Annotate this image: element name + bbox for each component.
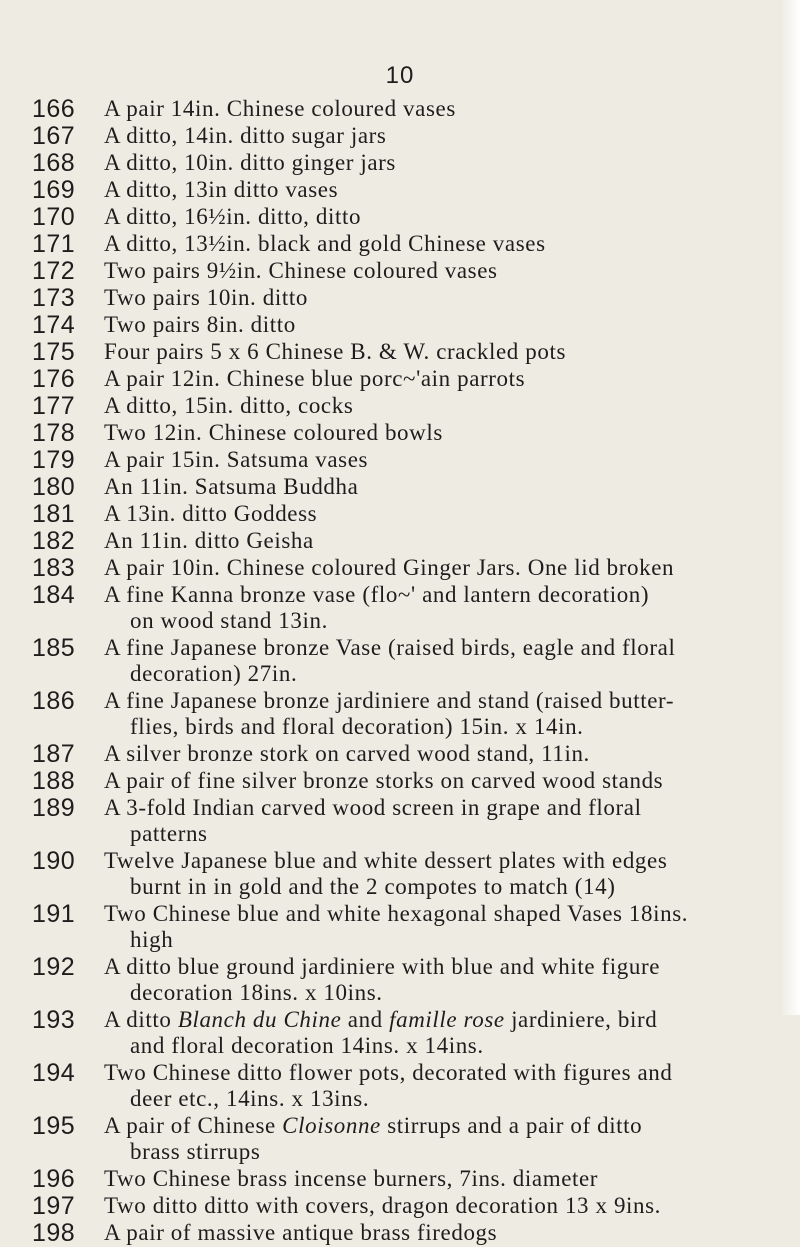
lot-description [104,312,774,338]
lot-description-continuation: and floral decoration 14ins. x 14ins. [130,1033,484,1058]
lot-entry [0,339,800,366]
lot-number: 190 [32,847,76,875]
lot-number: 171 [32,230,76,258]
lot-description-line: A pair of Chinese Cloisonne stirrups and a pair of ditto [104,1113,643,1138]
lot-description [104,285,774,311]
lot-description [104,795,774,847]
lot-description [104,1060,774,1112]
lot-entry [0,741,800,768]
lot-description-line: A ditto, 10in. ditto ginger jars [104,150,396,175]
lot-entry [0,1220,800,1247]
lot-description [104,528,774,554]
lot-description [104,474,774,500]
lot-description [104,231,774,257]
lot-entry [0,1166,800,1193]
lot-entry [0,528,800,555]
lot-number: 173 [32,284,76,312]
lot-description-line: A ditto, 15in. ditto, cocks [104,393,354,418]
lot-entry [0,204,800,231]
lot-description-line: A pair of massive antique brass firedogs [104,1220,498,1245]
lot-description-line: Two Chinese ditto flower pots, decorated with figures and [104,1060,673,1085]
lot-number: 177 [32,392,76,420]
lot-entry [0,420,800,447]
lot-entry [0,312,800,339]
lot-description-line: A 13in. ditto Goddess [104,501,318,526]
lot-number: 179 [32,446,76,474]
lot-entry [0,285,800,312]
lot-description [104,339,774,365]
lot-number: 195 [32,1112,76,1140]
lot-number: 186 [32,687,76,715]
lot-number: 166 [32,95,76,123]
lot-entry [0,501,800,528]
lot-number: 193 [32,1006,76,1034]
lot-description-continuation: patterns [130,821,208,846]
lot-entry [0,123,800,150]
lot-entry [0,447,800,474]
lot-description-continuation: decoration) 27in. [130,661,298,686]
lot-description-continuation: decoration 18ins. x 10ins. [130,980,383,1005]
lot-number: 185 [32,634,76,662]
page-number: 10 [385,62,415,89]
lot-description-line: Two pairs 10in. ditto [104,285,308,310]
lot-description [104,768,774,794]
lot-entry [0,1193,800,1220]
lot-description [104,555,774,581]
lot-number: 189 [32,794,76,822]
lot-entry [0,231,800,258]
lot-number: 183 [32,554,76,582]
lot-description [104,582,774,634]
lot-description [104,688,774,740]
lot-description-line: An 11in. ditto Geisha [104,528,314,553]
lot-number: 182 [32,527,76,555]
lot-number: 197 [32,1192,76,1220]
lot-entry [0,1060,800,1113]
lot-description-line: An 11in. Satsuma Buddha [104,474,359,499]
lot-description-continuation: on wood stand 13in. [130,608,328,633]
lot-entry [0,96,800,123]
lot-description [104,150,774,176]
lot-entry [0,954,800,1007]
lot-description-line: A ditto, 14in. ditto sugar jars [104,123,387,148]
lot-description-line: A ditto, 13½in. black and gold Chinese vases [104,231,546,256]
lot-number: 181 [32,500,76,528]
lot-description [104,741,774,767]
lot-number: 192 [32,953,76,981]
lot-description-line: A fine Japanese bronze Vase (raised birds, eagle and floral [104,635,676,660]
lot-entry [0,582,800,635]
lot-number: 174 [32,311,76,339]
lot-description-line: A fine Kanna bronze vase (flo~' and lantern decoration) [104,582,650,607]
lot-description [104,954,774,1006]
lot-number: 191 [32,900,76,928]
lot-number: 169 [32,176,76,204]
lot-description-continuation: high [130,927,174,952]
lot-description-line: A silver bronze stork on carved wood stand, 11in. [104,741,590,766]
lot-description-continuation: flies, birds and floral decoration) 15in. x 14in. [130,714,584,739]
lot-number: 172 [32,257,76,285]
lot-description-line: A pair 14in. Chinese coloured vases [104,96,456,121]
lot-description-line: Two pairs 8in. ditto [104,312,296,337]
lot-description-line: Two 12in. Chinese coloured bowls [104,420,443,445]
lot-number: 178 [32,419,76,447]
lot-description-line: Two Chinese brass incense burners, 7ins. diameter [104,1166,599,1191]
lot-list [0,96,800,1247]
lot-entry [0,474,800,501]
lot-description-line: Twelve Japanese blue and white dessert plates with edges [104,848,668,873]
lot-number: 175 [32,338,76,366]
lot-entry [0,688,800,741]
lot-description-line: A ditto Blanch du Chine and famille rose jardiniere, bird [104,1007,658,1032]
lot-entry [0,393,800,420]
lot-entry [0,177,800,204]
lot-description [104,96,774,122]
lot-description-line: Two pairs 9½in. Chinese coloured vases [104,258,498,283]
lot-entry [0,1113,800,1166]
lot-number: 180 [32,473,76,501]
lot-description [104,1193,774,1219]
lot-number: 170 [32,203,76,231]
lot-description-line: A pair 10in. Chinese coloured Ginger Jars. One lid broken [104,555,675,580]
lot-description [104,447,774,473]
lot-description-continuation: brass stirrups [130,1139,261,1164]
lot-description [104,1220,774,1246]
lot-number: 187 [32,740,76,768]
lot-number: 168 [32,149,76,177]
lot-description [104,501,774,527]
lot-number: 188 [32,767,76,795]
lot-description [104,177,774,203]
lot-description-line: A ditto blue ground jardiniere with blue and white figure [104,954,661,979]
lot-description [104,258,774,284]
lot-description-line: A ditto, 13in ditto vases [104,177,339,202]
lot-description-line: A fine Japanese bronze jardiniere and stand (raised butter- [104,688,675,713]
lot-entry [0,366,800,393]
lot-description [104,123,774,149]
lot-description [104,393,774,419]
lot-description-continuation: burnt in in gold and the 2 compotes to match (14) [130,874,616,899]
lot-description-line: Four pairs 5 x 6 Chinese B. & W. crackled pots [104,339,566,364]
lot-entry [0,848,800,901]
lot-number: 198 [32,1219,76,1247]
lot-entry [0,635,800,688]
lot-description-line: Two ditto ditto with covers, dragon decoration 13 x 9ins. [104,1193,662,1218]
lot-number: 196 [32,1165,76,1193]
lot-description-line: A pair 12in. Chinese blue porc~'ain parrots [104,366,526,391]
lot-description-line: A pair 15in. Satsuma vases [104,447,369,472]
lot-description [104,366,774,392]
lot-description-line: Two Chinese blue and white hexagonal shaped Vases 18ins. [104,901,689,926]
lot-description-continuation: deer etc., 14ins. x 13ins. [130,1086,370,1111]
lot-description-line: A pair of fine silver bronze storks on carved wood stands [104,768,664,793]
lot-description [104,901,774,953]
lot-description [104,204,774,230]
lot-entry [0,150,800,177]
lot-description-line: A 3-fold Indian carved wood screen in grape and floral [104,795,642,820]
lot-entry [0,258,800,285]
lot-description [104,1113,774,1165]
lot-entry [0,768,800,795]
lot-number: 194 [32,1059,76,1087]
lot-entry [0,901,800,954]
lot-description [104,1166,774,1192]
lot-description [104,420,774,446]
lot-description [104,635,774,687]
lot-entry [0,795,800,848]
lot-description [104,848,774,900]
lot-number: 176 [32,365,76,393]
lot-entry [0,555,800,582]
lot-number: 167 [32,122,76,150]
lot-number: 184 [32,581,76,609]
lot-description-line: A ditto, 16½in. ditto, ditto [104,204,362,229]
